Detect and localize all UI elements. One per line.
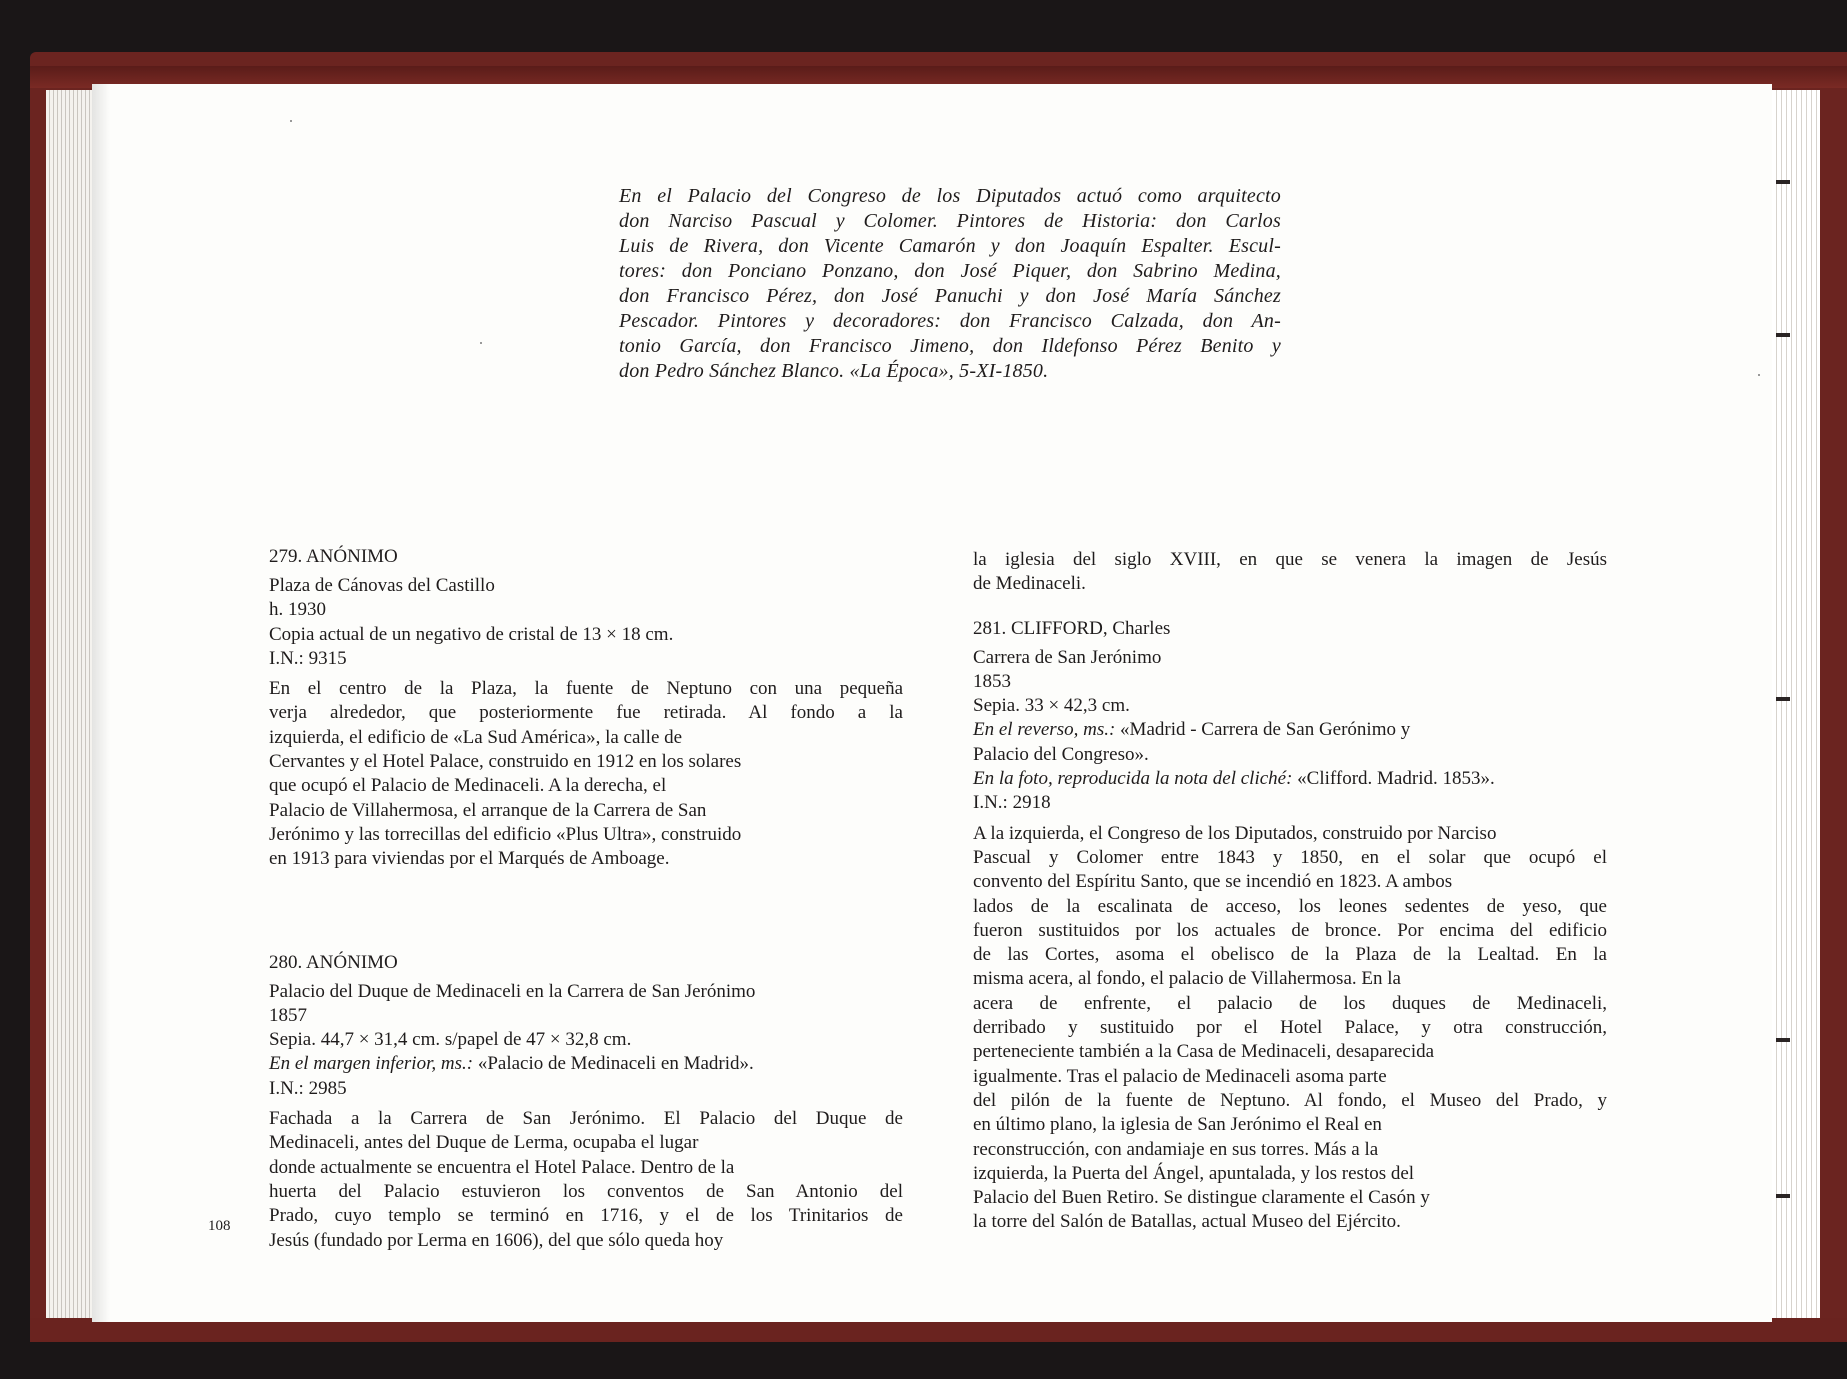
page-edge-mark (1776, 333, 1790, 337)
entry-description-line: del pilón de la fuente de Neptuno. Al fondo, el Museo del Prado, y (973, 1089, 1607, 1111)
entry-heading: 279. ANÓNIMO (269, 546, 398, 567)
page-edge-mark (1776, 1038, 1790, 1042)
entry-note-text: «Madrid - Carrera de San Gerónimo y (1120, 719, 1411, 741)
entry-heading: 281. CLIFFORD, Charles (973, 617, 1171, 639)
entry-description-line: donde actualmente se encuentra el Hotel Palace. Dentro de la (269, 1156, 735, 1178)
entry-description-line: reconstrucción, con andamiaje en sus torres. Más a la (973, 1138, 1379, 1160)
entry-description-line: derribado y sustituido por el Hotel Palace, y otra construcción, (973, 1017, 1607, 1039)
entry-description-line: verja alrededor, que posteriormente fue retirada. Al fondo a la (269, 702, 903, 724)
intro-line: don Pedro Sánchez Blanco. «La Época», 5-XI-1850. (619, 360, 1049, 382)
entry-inventory: I.N.: 2918 (973, 792, 1051, 814)
entry-technique: Copia actual de un negativo de cristal de 13 × 18 cm. (269, 623, 674, 645)
entry-description-line: acera de enfrente, el palacio de los duques de Medinaceli, (973, 992, 1607, 1014)
page-edge-mark (1776, 1194, 1790, 1198)
entry-note-label: En el margen inferior, ms.: (269, 1053, 474, 1075)
intro-line: Luis de Rivera, don Vicente Camarón y don Joaquín Espalter. Escul- (619, 235, 1281, 257)
entry-description-line: Jerónimo y las torrecillas del edificio «Plus Ultra», construido (269, 823, 742, 845)
entry-title: Plaza de Cánovas del Castillo (269, 575, 495, 596)
entry-description-line: A la izquierda, el Congreso de los Diputados, construido por Narciso (973, 822, 1497, 844)
entry-description-line: Cervantes y el Hotel Palace, construido en 1912 en los solares (269, 751, 742, 773)
catalog-entry-281 (973, 617, 1607, 1235)
entry-description-line: igualmente. Tras el palacio de Medinaceli asoma parte (973, 1065, 1387, 1087)
page-edge-mark (1776, 180, 1790, 184)
entry-description-line: Prado, cuyo templo se terminó en 1716, y el de los Trinitarios de (269, 1205, 903, 1227)
entry-description-line: en último plano, la iglesia de San Jerónimo el Real en (973, 1114, 1382, 1136)
intro-line: Pescador. Pintores y decoradores: don Francisco Calzada, don An- (619, 310, 1281, 332)
entry-note (269, 1052, 903, 1076)
intro-paragraph (619, 184, 1281, 384)
entry-description-line: Fachada a la Carrera de San Jerónimo. El Palacio del Duque de (269, 1108, 903, 1130)
entry-description-line: Jesús (fundado por Lerma en 1606), del que sólo queda hoy (269, 1229, 724, 1251)
entry-title: Palacio del Duque de Medinaceli en la Carrera de San Jerónimo (269, 980, 756, 1002)
page-gutter-shadow (92, 84, 110, 1322)
right-column (973, 548, 1607, 1235)
entry-date: 1857 (269, 1004, 307, 1026)
page-edge-mark (1776, 697, 1790, 701)
entry-note-label: En el reverso, ms.: (973, 719, 1116, 741)
continuation-line: la iglesia del siglo XVIII, en que se venera la imagen de Jesús (973, 549, 1607, 570)
entry-description-line: perteneciente también a la Casa de Medinaceli, desaparecida (973, 1041, 1435, 1063)
catalog-entry-280 (269, 951, 903, 1253)
entry-note-label: En la foto, reproducida la nota del cliché: (973, 768, 1293, 790)
entry-description-line: la torre del Salón de Batallas, actual Museo del Ejército. (973, 1211, 1401, 1233)
entry-description-line: Pascual y Colomer entre 1843 y 1850, en el solar que ocupó el (973, 846, 1607, 868)
entry-description-line: convento del Espíritu Santo, que se incendió en 1823. A ambos (973, 871, 1453, 893)
entry-inventory: I.N.: 9315 (269, 647, 347, 669)
page-number: 108 (208, 1218, 231, 1234)
entry-description-line: que ocupó el Palacio de Medinaceli. A la derecha, el (269, 775, 667, 797)
intro-line: don Narciso Pascual y Colomer. Pintores de Historia: don Carlos (619, 210, 1281, 232)
entry-description-line: En el centro de la Plaza, la fuente de Neptuno con una pequeña (269, 678, 903, 700)
paper-speck (290, 120, 292, 122)
entry-description-line: de las Cortes, asoma el obelisco de la Plaza de la Lealtad. En la (973, 944, 1607, 966)
catalog-entry-279 (269, 545, 903, 872)
entry-description-line: Medinaceli, antes del Duque de Lerma, ocupaba el lugar (269, 1132, 699, 1154)
left-column (269, 545, 903, 1253)
entry-technique: Sepia. 44,7 × 31,4 cm. s/papel de 47 × 32,8 cm. (269, 1029, 632, 1051)
paper-speck (1758, 374, 1760, 376)
intro-line: tores: don Ponciano Ponzano, don José Piquer, don Sabrino Medina, (619, 260, 1281, 282)
paper-speck (480, 342, 482, 344)
intro-line: tonio García, don Francisco Jimeno, don Ildefonso Pérez Benito y (619, 335, 1281, 357)
entry-description-line: izquierda, la Puerta del Ángel, apuntalada, y los restos del (973, 1162, 1415, 1184)
entry-heading: 280. ANÓNIMO (269, 951, 398, 973)
entry-inventory: I.N.: 2985 (269, 1077, 347, 1099)
entry-note (973, 718, 1607, 742)
entry-description-line: en 1913 para viviendas por el Marqués de Amboage. (269, 848, 670, 870)
entry-note: Palacio del Congreso». (973, 743, 1149, 765)
entry-note (973, 767, 1607, 791)
intro-line: En el Palacio del Congreso de los Diputados actuó como arquitecto (619, 185, 1281, 207)
page-edges-left (46, 90, 96, 1330)
entry-date: 1853 (973, 670, 1011, 692)
entry-note-text: «Clifford. Madrid. 1853». (1297, 768, 1495, 790)
entry-description-line: lados de la escalinata de acceso, los leones sedentes de yeso, que (973, 895, 1607, 917)
entry-description-line: izquierda, el edificio de «La Sud América», la calle de (269, 726, 683, 748)
continuation-line: de Medinaceli. (973, 573, 1086, 595)
entry-description-line: Palacio de Villahermosa, el arranque de la Carrera de San (269, 799, 707, 821)
entry-description-line: fueron sustituidos por los actuales de bronce. Por encima del edificio (973, 919, 1607, 941)
intro-line: don Francisco Pérez, don José Panuchi y don José María Sánchez (619, 285, 1281, 307)
entry-title: Carrera de San Jerónimo (973, 646, 1162, 668)
entry-description-line: misma acera, al fondo, el palacio de Villahermosa. En la (973, 968, 1401, 990)
entry-note-text: «Palacio de Medinaceli en Madrid». (477, 1053, 754, 1075)
entry-description-line: Palacio del Buen Retiro. Se distingue claramente el Casón y (973, 1187, 1430, 1209)
entry-date: h. 1930 (269, 599, 326, 621)
entry-description-line: huerta del Palacio estuvieron los conventos de San Antonio del (269, 1180, 903, 1202)
entry-technique: Sepia. 33 × 42,3 cm. (973, 695, 1130, 717)
